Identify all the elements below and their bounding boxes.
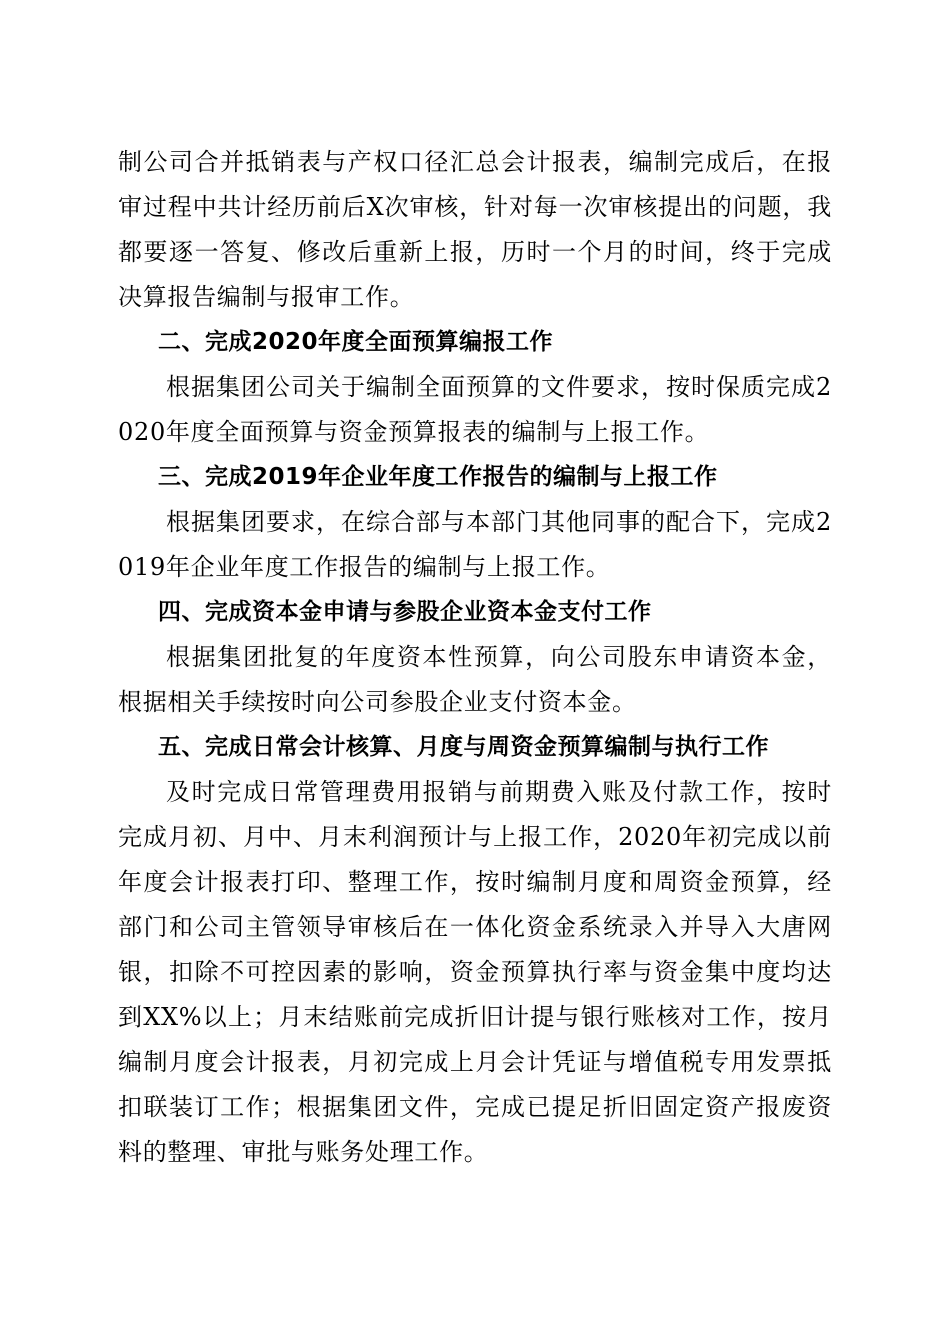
- intro-paragraph: 制公司合并抵销表与产权口径汇总会计报表，编制完成后，在报审过程中共计经历前后X次审核，针对每一次审核提出的问题，我都要逐一答复、修改后重新上报，历时一个月的时间，终于完成决算报告编制与报审工作。: [118, 148, 832, 311]
- section-heading-5: 五、完成日常会计核算、月度与周资金预算编制与执行工作: [158, 734, 769, 760]
- section-heading-2: 二、完成2020年度全面预算编报工作: [158, 329, 554, 355]
- section-body-3: 根据集团要求，在综合部与本部门其他同事的配合下，完成2019年企业年度工作报告的编制与上报工作。: [118, 508, 832, 581]
- section-heading-4: 四、完成资本金申请与参股企业资本金支付工作: [158, 599, 652, 625]
- document-page: [118, 140, 832, 1175]
- section-body-2: 根据集团公司关于编制全面预算的文件要求，按时保质完成2020年度全面预算与资金预算报表的编制与上报工作。: [118, 373, 832, 446]
- section-body-4: 根据集团批复的年度资本性预算，向公司股东申请资本金，根据相关手续按时向公司参股企业支付资本金。: [118, 643, 832, 716]
- section-heading-3: 三、完成2019年企业年度工作报告的编制与上报工作: [158, 464, 718, 490]
- section-body-5: 及时完成日常管理费用报销与前期费入账及付款工作，按时完成月初、月中、月末利润预计与上报工作，2020年初完成以前年度会计报表打印、整理工作，按时编制月度和周资金预算，经部门和公司主管领导审核后在一体化资金系统录入并导入大唐网银，扣除不可控因素的影响，资金预算执行率与资金集中度均达到XX%以上；月末结账前完成折旧计提与银行账核对工作，按月编制月度会计报表，月初完成上月会计凭证与增值税专用发票抵扣联装订工作；根据集团文件，完成已提足折旧固定资产报废资料的整理、审批与账务处理工作。: [118, 778, 832, 1166]
